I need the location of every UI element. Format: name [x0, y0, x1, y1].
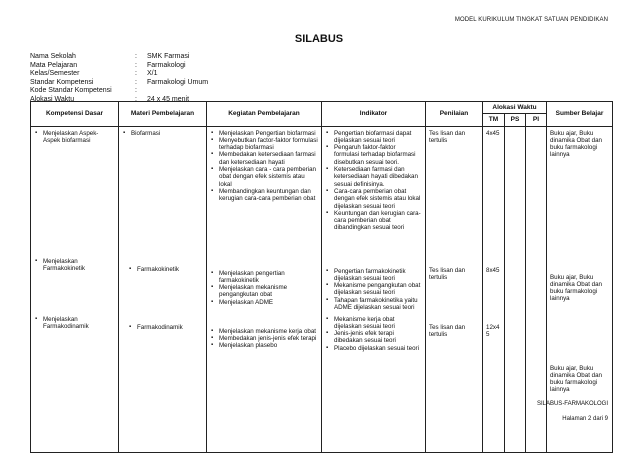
info-value: Farmakologi Umum: [147, 78, 209, 86]
header-kompetensi: Kompetensi Dasar: [31, 102, 119, 127]
kompetensi-cell: [31, 126, 119, 452]
list-item: ▪ Menjelaskan plasebo: [210, 342, 318, 349]
list-item: ▪ Menjelaskan ADME: [210, 299, 318, 306]
list-item: ▪ Pengaruh faktor-faktor formulasi terhadap biofarmasi disebutkan sesuai teori.: [325, 144, 422, 166]
info-value: X/1: [147, 70, 158, 78]
sumber-text: Buku ajar, Buku dinamika Obat dan buku farmakologi lainnya: [550, 273, 602, 303]
info-colon: :: [135, 70, 137, 78]
header-ps: PS: [505, 114, 526, 126]
info-value: 24 x 45 menit: [147, 95, 190, 103]
sumber-text: Buku ajar, Buku dinamika Obat dan buku farmakologi lainnya: [550, 364, 602, 394]
info-label: Alokasi Waktu: [30, 95, 75, 103]
info-row-school: [30, 53, 208, 62]
info-label: Standar Kompetensi: [30, 78, 94, 86]
list-item: ▪ Biofarmasi: [122, 130, 203, 137]
kegiatan-cell: [207, 126, 322, 452]
header-indikator: Indikator: [322, 102, 426, 127]
school-info: [30, 53, 208, 105]
penilaian-cell: [426, 126, 483, 452]
info-value: SMK Farmasi: [147, 53, 190, 60]
list-item: ▪ Keuntungan dan kerugian cara-cara pemberian obat dibandingkan sesuai teori: [325, 210, 422, 232]
penilaian-text: Tes lisan dan tertulis: [429, 323, 466, 338]
info-label: Mata Pelajaran: [30, 61, 78, 69]
info-colon: :: [135, 61, 137, 69]
list-item: ▪ Mekanisme kerja obat dijelaskan sesuai teori: [325, 316, 422, 331]
list-item: ▪ Tahapan farmakokinetika yaitu ADME dijelaskan sesuai teori: [325, 297, 422, 312]
info-colon: :: [135, 53, 137, 60]
list-item: ▪ Menjelaskan mekanisme pengangkutan obat: [210, 284, 318, 299]
footer-page-number: Halaman 2 dari 9: [562, 416, 608, 422]
header-penilaian: Penilaian: [426, 102, 483, 127]
list-item: ▪ Mekanisme pengangkutan obat dijelaskan sesuai teori: [325, 282, 422, 297]
info-value: Farmakologi: [147, 61, 186, 69]
list-item: ▪ Menjelaskan Pengertian biofarmasi: [210, 130, 318, 137]
list-item: ▪ Membandingkan keuntungan dan kerugian cara-cara pemberian obat: [210, 188, 318, 203]
list-item: ▪ Cara-cara pemberian obat dengan efek sistemis atau lokal dijelaskan sesuai teori: [325, 188, 422, 210]
tm-value: 12x4 5: [486, 323, 500, 338]
indikator-cell: [322, 126, 426, 452]
info-colon: :: [135, 95, 137, 103]
info-row-competency: [30, 79, 208, 88]
header-kegiatan: Kegiatan Pembelajaran: [207, 102, 322, 127]
header-sumber: Sumber Belajar: [547, 102, 613, 127]
tm-cell: [483, 126, 505, 452]
list-item: ▪ Menjelaskan mekanisme kerja obat: [210, 328, 318, 335]
list-item: ▪ Menjelaskan Farmakokinetik: [34, 258, 115, 273]
header-materi: Materi Pembelajaran: [119, 102, 207, 127]
penilaian-text: Tes lisan dan tertulis: [429, 266, 466, 281]
list-item: ▪ Membedakan ketersediaan farmasi dan ketersediaan hayati: [210, 151, 318, 166]
info-row-competency-code: [30, 87, 208, 96]
list-item: ▪ Pengertian biofarmasi dapat dijelaskan sesuai teori: [325, 130, 422, 145]
info-label: Kode Standar Kompetensi: [30, 87, 112, 95]
list-item: ▪ Placebo dijelaskan sesuai teori: [325, 345, 422, 352]
page-title: SILABUS: [294, 33, 344, 45]
list-item: ▪ Menjelaskan pengertian farmakokinetik: [210, 270, 318, 285]
info-colon: :: [135, 78, 137, 86]
sumber-text: Buku ajar, Buku dinamika Obat dan buku farmakologi lainnya: [550, 129, 602, 159]
syllabus-table: [30, 101, 613, 453]
header-tm: TM: [483, 114, 505, 126]
list-item: ▪ Menjelaskan cara - cara pemberian obat dengan efek sistemis atau lokal: [210, 166, 318, 188]
list-item: ▪ Farmakokinetik: [128, 266, 203, 273]
info-label: Nama Sekolah: [30, 53, 76, 60]
header-pi: PI: [526, 114, 547, 126]
list-item: ▪ Pengertian farmakokinetik dijelaskan sesuai teori: [325, 268, 422, 283]
tm-value: 4x45: [486, 129, 500, 137]
header-row: [31, 102, 613, 114]
info-row-subject: [30, 62, 208, 71]
curriculum-model-label: MODEL KURIKULUM TINGKAT SATUAN PENDIDIKAN: [454, 17, 608, 23]
tm-value: 8x45: [486, 266, 500, 274]
list-item: ▪ Menjelaskan Farmakodinamik: [34, 316, 115, 331]
table-row: [31, 126, 613, 452]
info-row-class: [30, 70, 208, 79]
list-item: ▪ Menyebutkan factor-faktor formulasi terhadap biofarmasi: [210, 137, 318, 152]
ps-cell: [505, 126, 526, 452]
info-colon: :: [135, 87, 137, 95]
list-item: ▪ Membedakan jenis-jenis efek terapi: [210, 335, 318, 342]
footer-document-code: SILABUS-FARMAKOLOGI: [536, 401, 608, 407]
penilaian-text: Tes lisan dan tertulis: [429, 129, 466, 144]
list-item: ▪ Jenis-jenis efek terapi dibedakan sesuai teori: [325, 330, 422, 345]
list-item: ▪ Ketersediaan farmasi dan ketersediaan hayati dibedakan sesuai definisinya.: [325, 166, 422, 188]
info-label: Kelas/Semester: [30, 70, 80, 78]
header-alokasi: Alokasi Waktu: [483, 102, 547, 114]
list-item: ▪ Menjelaskan Aspek-Aspek biofarmasi: [34, 130, 115, 145]
materi-cell: [119, 126, 207, 452]
list-item: ▪ Farmakodinamik: [128, 324, 203, 331]
